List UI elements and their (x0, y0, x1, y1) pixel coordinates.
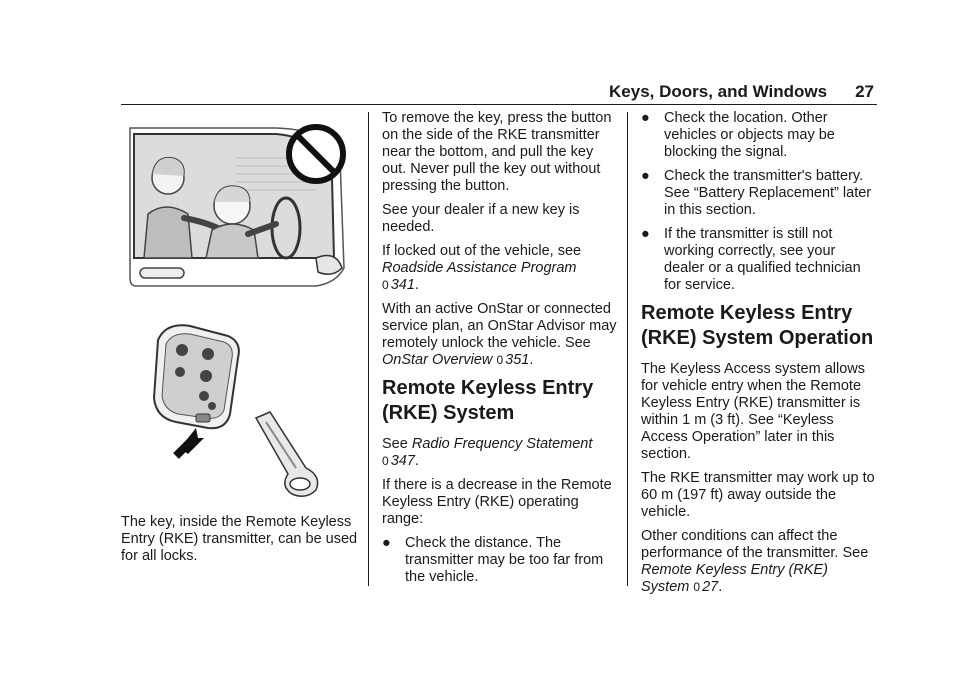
column-divider-1 (368, 112, 369, 586)
paragraph-other-conditions: Other conditions can affect the performance of the transmitter. See Remote Keyless Entry (RKE) System 0 27. (641, 528, 869, 595)
paragraph-rke-range: The RKE transmitter may work up to 60 m (197 ft) away outside the vehicle. (641, 470, 875, 520)
bullet-marker: ● (382, 535, 391, 551)
paragraph-onstar: With an active OnStar or connected service plan, an OnStar Advisor may remotely unlock the vehicle. See OnStar Overview 0 351. (382, 301, 617, 368)
paragraph-range-decrease: If there is a decrease in the Remote Keyless Entry (RKE) operating range: (382, 477, 612, 527)
paragraph-radio-frequency: See Radio Frequency Statement 0 347. (382, 436, 593, 469)
list-item: ● Check the location. Other vehicles or objects may be blocking the signal. (641, 110, 835, 160)
page-number: 27 (855, 82, 874, 101)
column-1 (121, 514, 361, 572)
heading-rke-operation: Remote Keyless Entry (RKE) System Operation (641, 302, 874, 349)
header-rule (121, 104, 877, 105)
page-header (0, 82, 874, 102)
column-3 (641, 110, 877, 603)
xref-icon: 0 (382, 454, 389, 468)
link-radio-frequency[interactable]: Radio Frequency Statement (411, 436, 593, 452)
xref-icon: 0 (693, 580, 701, 594)
paragraph-keyless-access: The Keyless Access system allows for vehicle entry when the Remote Keyless Entry (RKE) transmitter is within 1 m (3 ft). See “Keyless Access Operation” later in this section. (641, 361, 866, 462)
section-title: Keys, Doors, and Windows (609, 82, 828, 101)
page-ref-351[interactable]: 351 (505, 352, 530, 368)
list-item: ● Check the distance. The transmitter may be too far from the vehicle. (382, 535, 604, 585)
child-in-car-illustration (126, 118, 348, 296)
page-ref-341[interactable]: 341 (390, 277, 415, 293)
list-item: ● Check the transmitter's battery. See “Battery Replacement” later in this section. (641, 168, 872, 218)
column-2 (382, 110, 618, 593)
bullet-marker: ● (641, 226, 650, 242)
paragraph-remove-key: To remove the key, press the button on the side of the RKE transmitter near the bottom, and pull the key out. Never pull the key out without pressing the button. (382, 110, 612, 194)
link-onstar-overview[interactable]: OnStar Overview (382, 352, 493, 368)
heading-rke-system: Remote Keyless Entry (RKE) System (382, 377, 594, 424)
figure-caption: The key, inside the Remote Keyless Entry (RKE) transmitter, can be used for all locks. (121, 514, 358, 564)
paragraph-locked-out: If locked out of the vehicle, see Roadside Assistance Program 0 341. (382, 243, 582, 293)
column-divider-2 (627, 112, 628, 586)
page-ref-347[interactable]: 347 (390, 453, 415, 469)
link-rke-system[interactable]: Remote Keyless Entry (RKE) System (641, 562, 828, 595)
bullet-marker: ● (641, 168, 650, 184)
xref-icon: 0 (382, 278, 389, 292)
page-ref-27[interactable]: 27 (702, 579, 719, 595)
xref-icon: 0 (496, 353, 504, 367)
paragraph-new-key: See your dealer if a new key is needed. (382, 202, 580, 235)
list-item: ● If the transmitter is still not working correctly, see your dealer or a qualified technician for service. (641, 226, 861, 293)
bullet-marker: ● (641, 110, 650, 126)
link-roadside-assistance[interactable]: Roadside Assistance Program (382, 260, 577, 276)
key-fob-illustration (146, 318, 342, 502)
